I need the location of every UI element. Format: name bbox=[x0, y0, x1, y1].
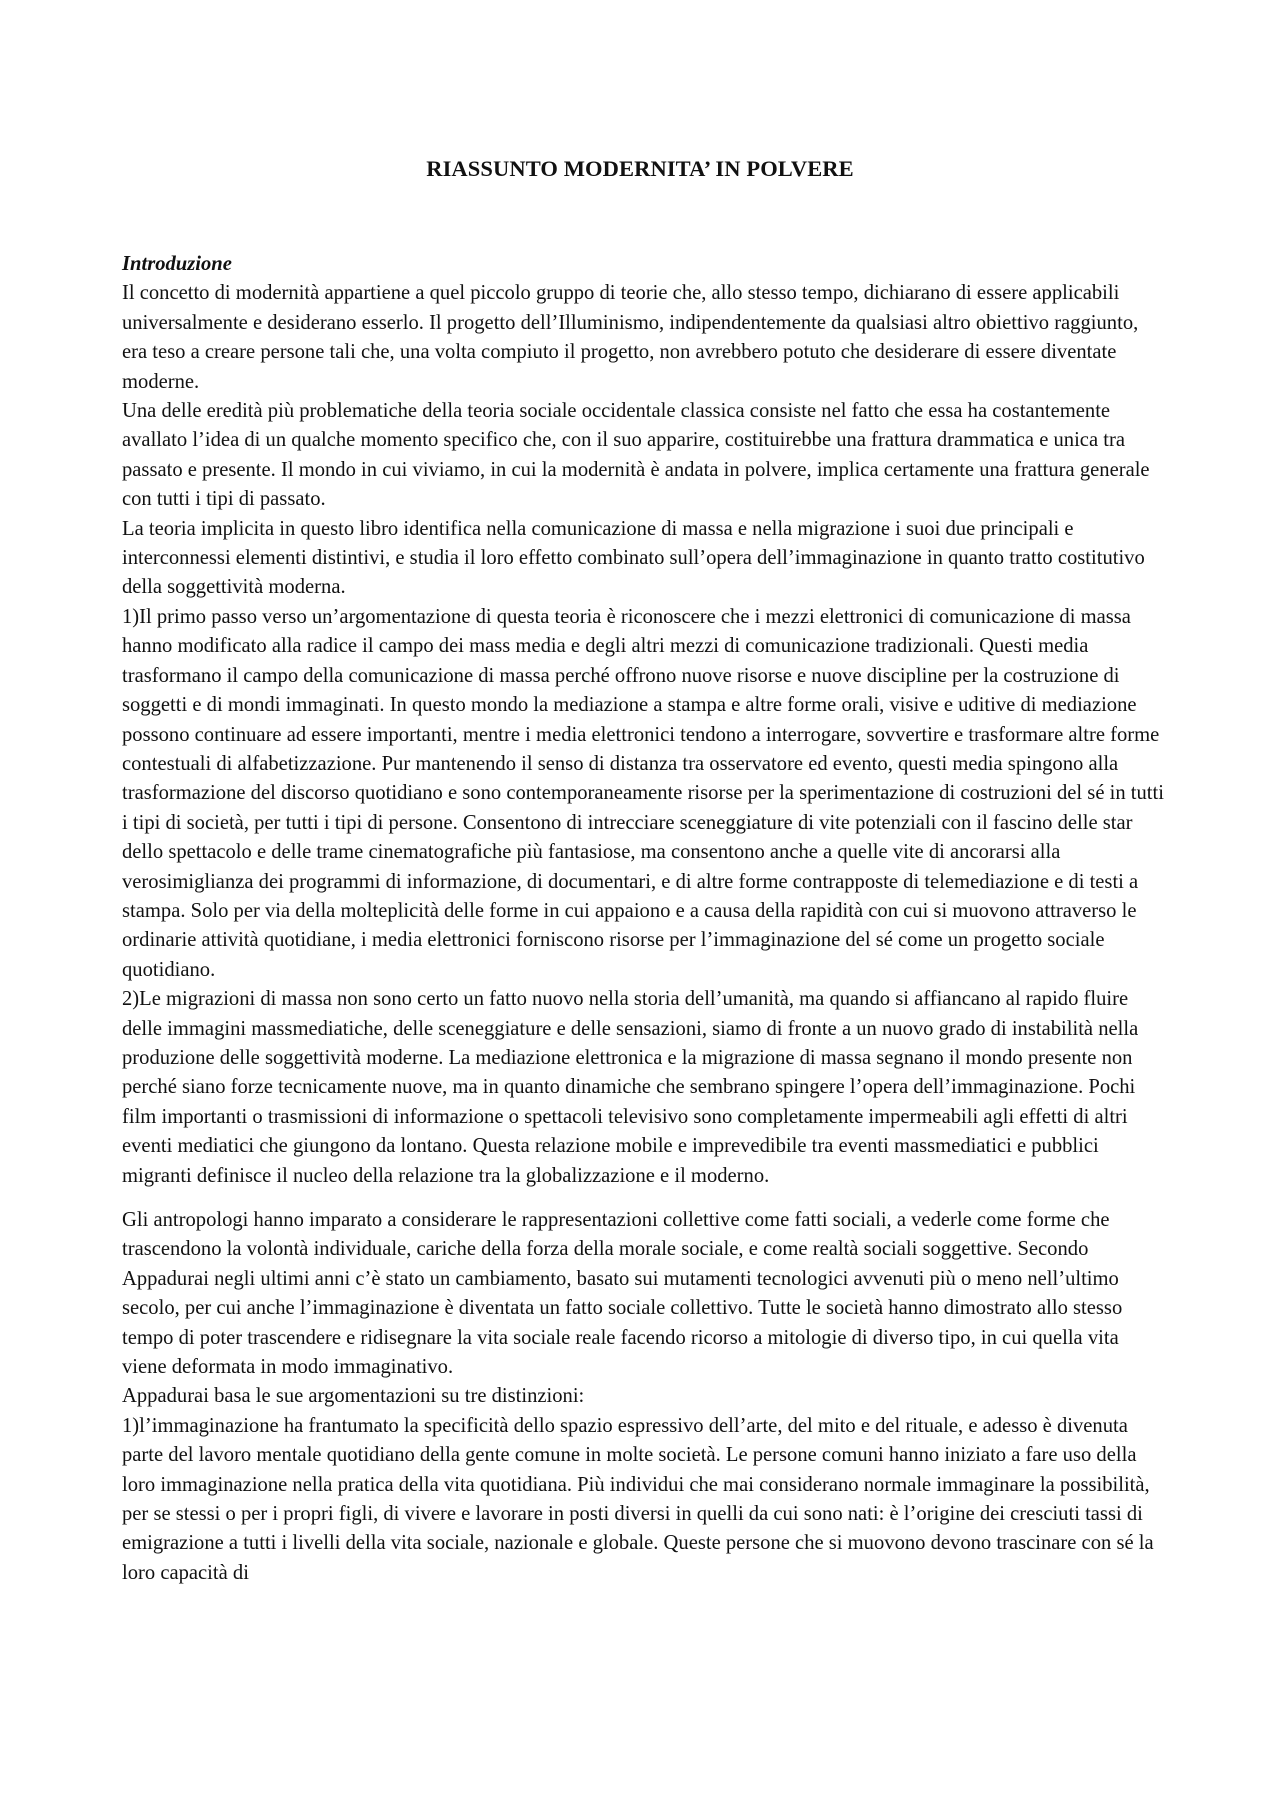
section-heading: Introduzione bbox=[122, 253, 232, 275]
document-body bbox=[122, 250, 1168, 1588]
paragraph-three-distinctions: Appadurai basa le sue argomentazioni su tre distinzioni: bbox=[122, 1385, 585, 1408]
paragraph-modernity-concept: Il concetto di modernità appartiene a quel piccolo gruppo di teorie che, allo stesso tempo, dichiarano di essere applicabili universalmente e desiderano esserlo. Il progetto dell’Illuminismo, indipendentemente da qualsiasi altro obiettivo raggiunto, era teso a creare persone tali che, una volta compiuto il progetto, non avrebbero potuto che desiderare di essere diventate moderne. bbox=[122, 282, 1139, 393]
paragraph-anthropologists: Gli antropologi hanno imparato a considerare le rappresentazioni collettive come fatti sociali, a vederle come forme che trascendono la volontà individuale, cariche della forza della morale sociale, e come realtà sociali soggettive. Secondo Appadurai negli ultimi anni c’è stato un cambiamento, basato sui mutamenti tecnologici avvenuti più o meno nell’ultimo secolo, per cui anche l’immaginazione è diventata un fatto sociale collettivo. Tutte le società hanno dimostrato allo stesso tempo di poter trascendere e ridisegnare la vita sociale reale facendo ricorso a mitologie di diverso tipo, in cui quella vita viene deformata in modo immaginativo. bbox=[122, 1209, 1123, 1379]
paragraph-imagination-everyday: 1)l’immaginazione ha frantumato la specificità dello spazio espressivo dell’arte, del mito e del rituale, e adesso è divenuta parte del lavoro mentale quotidiano della gente comune in molte società. Le persone comuni hanno iniziato a fare uso della loro immaginazione nella pratica della vita quotidiana. Più individui che mai considerano normale immaginare la possibilità, per se stessi o per i propri figli, di vivere e lavorare in posti diversi in quelli da cui sono nati: è l’origine dei cresciuti tassi di emigrazione a tutti i livelli della vita sociale, nazionale e globale. Queste persone che si muovono devono trascinare con sé la loro capacità di bbox=[122, 1414, 1154, 1584]
paragraph-social-theory-legacy: Una delle eredità più problematiche della teoria sociale occidentale classica consiste nel fatto che essa ha costantemente avallato l’idea di un qualche momento specifico che, con il suo apparire, costituirebbe una frattura drammatica e unica tra passato e presente. Il mondo in cui viviamo, in cui la modernità è andata in polvere, implica certamente una frattura generale con tutti i tipi di passato. bbox=[122, 400, 1150, 511]
paragraph-mass-migration: 2)Le migrazioni di massa non sono certo un fatto nuovo nella storia dell’umanità, ma quando si affiancano al rapido fluire delle immagini massmediatiche, delle sceneggiature e delle sensazioni, siamo di fronte a un nuovo grado di instabilità nella produzione delle soggettività moderne. La mediazione elettronica e la migrazione di massa segnano il mondo presente non perché siano forze tecnicamente nuove, ma in quanto dinamiche che sembrano spingere l’opera dell’immaginazione. Pochi film importanti o trasmissioni di informazione o spettacoli televisivo sono completamente impermeabili agli effetti di altri eventi mediatici che giungono da lontano. Questa relazione mobile e imprevedibile tra eventi massmediatici e pubblici migranti definisce il nucleo della relazione tra la globalizzazione e il moderno. bbox=[122, 988, 1139, 1187]
paragraph-spacer bbox=[122, 1191, 1168, 1206]
paragraph-book-theory: La teoria implicita in questo libro identifica nella comunicazione di massa e nella migrazione i suoi due principali e interconnessi elementi distintivi, e studia il loro effetto combinato sull’opera dell’immaginazione in quanto tratto costitutivo della soggettività moderna. bbox=[122, 517, 1145, 599]
paragraph-electronic-media: 1)Il primo passo verso un’argomentazione di questa teoria è riconoscere che i mezzi elettronici di comunicazione di massa hanno modificato alla radice il campo dei mass media e degli altri mezzi di comunicazione tradizionali. Questi media trasformano il campo della comunicazione di massa perché offrono nuove risorse e nuove discipline per la costruzione di soggetti e di mondi immaginati. In questo mondo la mediazione a stampa e altre forme orali, visive e uditive di mediazione possono continuare ad essere importanti, mentre i media elettronici tendono a interrogare, sovvertire e trasformare altre forme contestuali di alfabetizzazione. Pur mantenendo il senso di distanza tra osservatore ed evento, questi media spingono alla trasformazione del discorso quotidiano e sono contemporaneamente risorse per la sperimentazione di costruzioni del sé in tutti i tipi di società, per tutti i tipi di persone. Consentono di intrecciare sceneggiature di vite potenziali con il fascino delle star dello spettacolo e delle trame cinematografiche più fantasiose, ma consentono anche a quelle vite di ancorarsi alla verosimiglianza dei programmi di informazione, di documentari, e di altre forme contrapposte di telemediazione e di testi a stampa. Solo per via della molteplicità delle forme in cui appaiono e a causa della rapidità con cui si muovono attraverso le ordinarie attività quotidiane, i media elettronici forniscono risorse per l’immaginazione del sé come un progetto sociale quotidiano. bbox=[122, 605, 1164, 981]
document-title: RIASSUNTO MODERNITA’ IN POLVERE bbox=[426, 156, 854, 181]
